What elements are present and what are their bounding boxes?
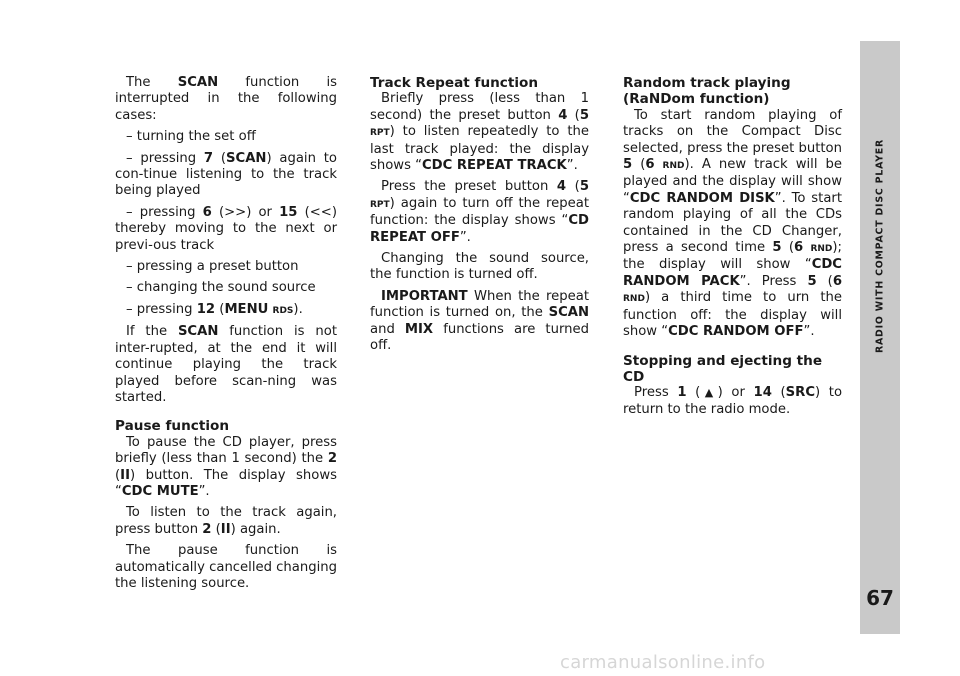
text-column-3 (623, 75, 842, 423)
paragraph-repeat-on: Briefly press (less than 1 second) the preset button 4 (5 RPT) to listen repeatedly to the last track played: the display shows “CDC REPEAT TRACK”. (370, 91, 589, 174)
eject-icon: ▲ (700, 386, 718, 400)
list-item-turning-off: – turning the set off (126, 129, 256, 145)
list-item-preset-button: – pressing a preset button (126, 259, 299, 275)
paragraph-scan-interrupted: The SCAN function is interrupted in the following cases: (115, 75, 337, 123)
paragraph-pause: To pause the CD player, press briefly (less than 1 second) the 2 (II) button. The display shows “CDC MUTE”. (115, 434, 337, 499)
list-item-sound-source: – changing the sound source (126, 280, 316, 296)
list-item-pressing-6-15: – pressing 6 (>>) or 15 (<<) thereby moving to the next or previ-ous track (115, 204, 337, 253)
heading-random-track: Random track playing (RaNDom function) (623, 75, 791, 108)
text-column-1 (115, 75, 337, 597)
section-side-tab (860, 41, 900, 634)
paragraph-scan-not-interrupted: If the SCAN function is not inter-rupted, at the end it will continue playing the track played before scan-ning was started. (115, 324, 337, 405)
heading-pause-function: Pause function (115, 418, 229, 435)
paragraph-stop-eject: Press 1 (▲) or 14 (SRC) to return to the radio mode. (623, 385, 843, 417)
paragraph-pause-cancelled: The pause function is automatically cancelled changing the listening source. (115, 543, 337, 591)
list-item-pressing-7: – pressing 7 (SCAN) again to con-tinue listening to the track being played (115, 150, 337, 199)
paragraph-repeat-source: Changing the sound source, the function is turned off. (370, 251, 589, 283)
list-item-pressing-12: – pressing 12 (MENU RDS). (126, 301, 303, 317)
watermark: carmanualsonline.info (560, 652, 766, 673)
page-number: 67 (866, 586, 894, 610)
text-column-2 (370, 75, 589, 360)
heading-stop-eject: Stopping and ejecting the CD (623, 352, 823, 385)
heading-track-repeat: Track Repeat function (370, 75, 539, 91)
paragraph-important: IMPORTANT When the repeat function is turned on, the SCAN and MIX functions are turned off. (370, 288, 589, 354)
paragraph-random: To start random playing of tracks on the Compact Disc selected, press the preset button 5 (6 RND). A new track will be played and the display will show “CDC RANDOM DISK”. To start random playing of all the CDs contained in the CD Changer, press a second time 5 (6 RND); the display will show “CDC RANDOM PACK”. Press 5 (6 RND) a third time to urn the function off: the display will show “CDC RANDOM OFF”. (623, 107, 842, 340)
paragraph-resume: To listen to the track again, press button 2 (II) again. (115, 505, 337, 537)
paragraph-repeat-off: Press the preset button 4 (5 RPT) again to turn off the repeat function: the display shows “CD REPEAT OFF”. (370, 179, 589, 245)
section-title: RADIO WITH COMPACT DISC PLAYER (874, 138, 886, 354)
